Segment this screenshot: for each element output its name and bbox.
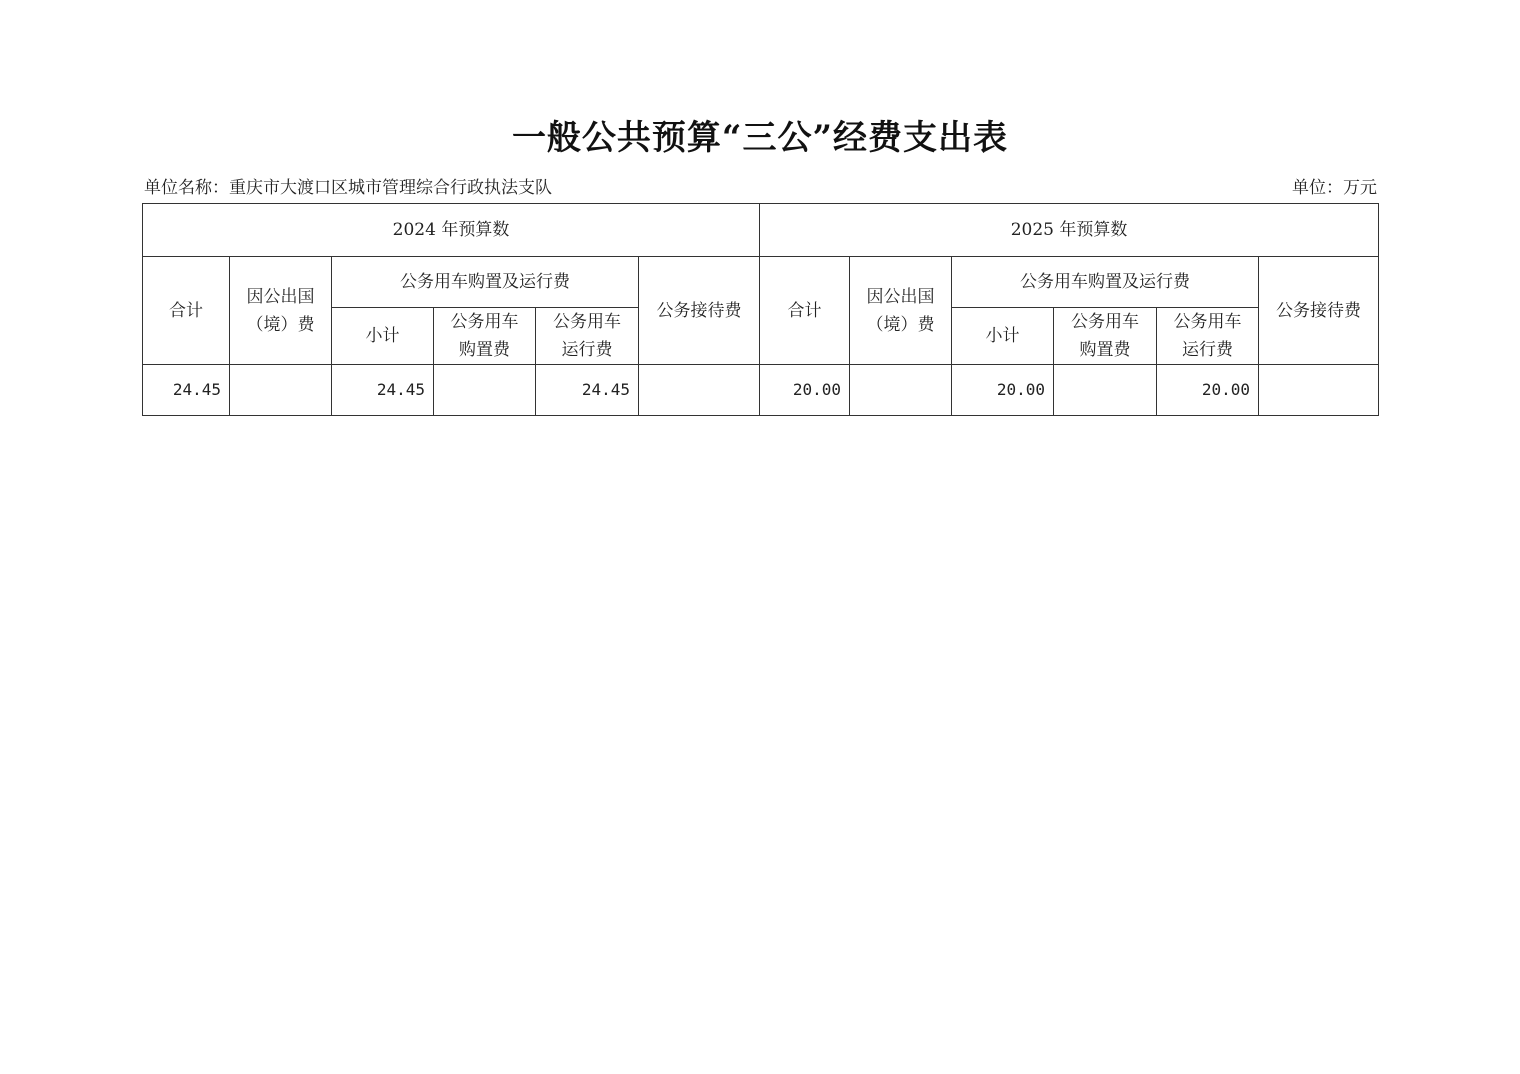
header-operation-line2: 运行费: [561, 340, 613, 360]
cell-subtotal-2024: 24.45: [332, 365, 434, 416]
header-reception-2024: 公务接待费: [639, 257, 760, 365]
unit-name: 单位名称：重庆市大渡口区城市管理综合行政执法支队: [144, 178, 552, 198]
header-vehicle-2025: 公务用车购置及运行费: [952, 257, 1259, 308]
cell-operation-2024: 24.45: [536, 365, 639, 416]
header-purchase-line1: 公务用车: [450, 312, 519, 332]
cell-operation-2025: 20.00: [1157, 365, 1259, 416]
cell-total-2025: 20.00: [760, 365, 850, 416]
budget-table: [142, 203, 1379, 416]
cell-total-2024: 24.45: [143, 365, 230, 416]
cell-abroad-2024: [230, 365, 332, 416]
table-row: [143, 365, 1379, 416]
cell-reception-2024: [639, 365, 760, 416]
header-total-2025: 合计: [760, 257, 850, 365]
cell-abroad-2025: [850, 365, 952, 416]
group-header-2025: 2025 年预算数: [760, 204, 1379, 257]
header-row-years: [143, 204, 1379, 257]
header-operation-2024: [536, 308, 639, 365]
header-abroad-line2: （境）费: [866, 314, 935, 335]
header-purchase-line1: 公务用车: [1071, 312, 1140, 332]
cell-purchase-2025: [1054, 365, 1157, 416]
header-operation-line1: 公务用车: [1173, 312, 1242, 332]
header-abroad-line1: 因公出国: [246, 286, 315, 307]
header-subtotal-2025: 小计: [952, 308, 1054, 365]
page-title: 一般公共预算“三公”经费支出表: [511, 118, 1009, 158]
header-purchase-line2: 购置费: [459, 340, 510, 360]
cell-subtotal-2025: 20.00: [952, 365, 1054, 416]
header-row-categories: [143, 257, 1379, 308]
header-subtotal-2024: 小计: [332, 308, 434, 365]
header-vehicle-2024: 公务用车购置及运行费: [332, 257, 639, 308]
unit-label: 单位：万元: [1292, 178, 1377, 198]
header-reception-2025: 公务接待费: [1259, 257, 1379, 365]
header-abroad-2025: [850, 257, 952, 365]
header-abroad-line1: 因公出国: [866, 286, 935, 307]
cell-reception-2025: [1259, 365, 1379, 416]
header-operation-2025: [1157, 308, 1259, 365]
header-abroad-line2: （境）费: [246, 314, 315, 335]
header-purchase-2025: [1054, 308, 1157, 365]
header-operation-line1: 公务用车: [553, 312, 621, 332]
group-header-2024: 2024 年预算数: [143, 204, 760, 257]
header-purchase-2024: [434, 308, 536, 365]
header-total-2024: 合计: [143, 257, 230, 365]
header-operation-line2: 运行费: [1182, 340, 1234, 360]
cell-purchase-2024: [434, 365, 536, 416]
header-abroad-2024: [230, 257, 332, 365]
header-purchase-line2: 购置费: [1079, 340, 1131, 360]
